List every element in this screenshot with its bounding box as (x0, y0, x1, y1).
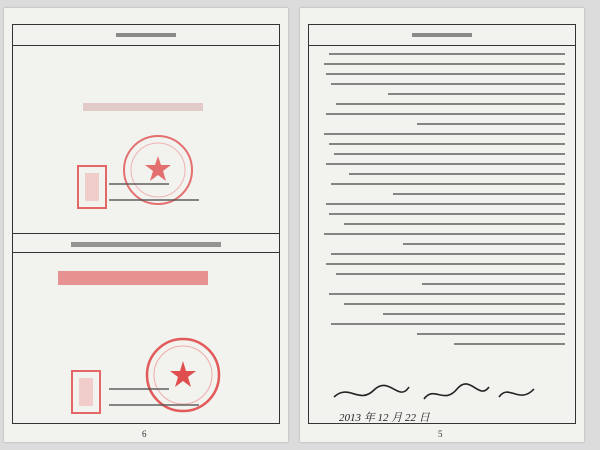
opinion-text-line (319, 301, 565, 307)
host-unit-opinion-header (13, 25, 279, 46)
opinion-text-line (319, 131, 565, 137)
opinion-text-line (319, 261, 565, 267)
opinion-text-line (319, 321, 565, 327)
text-line-mark (344, 223, 565, 225)
opinion-text-line (319, 81, 565, 87)
header-text-mark (412, 30, 472, 40)
opinion-text-line (319, 191, 565, 197)
opinion-text-line (319, 121, 565, 127)
opinion-text-line (319, 331, 565, 337)
text-line-mark (331, 83, 565, 85)
opinion-body-text (319, 51, 565, 351)
text-line-mark (331, 323, 565, 325)
text-line-mark (422, 283, 565, 285)
header-text-mark (116, 30, 176, 40)
opinion-text-line (319, 241, 565, 247)
text-line-mark (329, 213, 565, 215)
text-line-mark (324, 233, 565, 235)
left-bottom-sign-lines (109, 380, 209, 414)
opinion-text-line (319, 91, 565, 97)
red-square-seal-lower (71, 370, 101, 414)
handwritten-opinion-title (71, 237, 221, 253)
opinion-text-line (319, 151, 565, 157)
text-line-mark (331, 183, 565, 185)
opinion-text-line (319, 61, 565, 67)
text-line-mark (403, 243, 565, 245)
opinion-text-line (319, 71, 565, 77)
text-line-mark (326, 263, 565, 265)
opinion-text-line (319, 171, 565, 177)
opinion-text-line (319, 201, 565, 207)
opinion-text-line (319, 111, 565, 117)
text-line-mark (454, 343, 565, 345)
text-line-mark (349, 173, 565, 175)
text-line-mark (329, 293, 565, 295)
opinion-text-line (319, 251, 565, 257)
opinion-text-line (319, 101, 565, 107)
right-page (300, 8, 584, 442)
text-line-mark (383, 313, 565, 315)
opinion-text-line (319, 341, 565, 347)
text-line-mark (331, 253, 565, 255)
red-square-seal (77, 165, 107, 209)
opinion-text-line (319, 51, 565, 57)
text-line-mark (388, 93, 565, 95)
text-line-mark (417, 333, 565, 335)
left-top-sign-lines (109, 175, 209, 209)
opinion-text-line (319, 141, 565, 147)
text-line-mark (417, 123, 565, 125)
text-line-mark (336, 273, 565, 275)
committee-stamp-text-faint (83, 100, 203, 114)
text-line-mark (324, 63, 565, 65)
text-line-mark (334, 153, 565, 155)
opinion-text-line (319, 291, 565, 297)
opinion-text-line (319, 311, 565, 317)
text-line-mark (326, 113, 565, 115)
committee-stamp-text-red (58, 265, 208, 291)
text-line-mark (329, 143, 565, 145)
left-page-frame (12, 24, 280, 424)
opinion-text-line (319, 161, 565, 167)
opinion-text-line (319, 221, 565, 227)
right-page-number: 5 (438, 429, 443, 439)
opinion-text-line (319, 181, 565, 187)
text-line-mark (326, 163, 565, 165)
opinion-text-line (319, 281, 565, 287)
opinion-text-line (319, 271, 565, 277)
text-line-mark (393, 193, 565, 195)
text-line-mark (326, 73, 565, 75)
text-line-mark (329, 53, 565, 55)
text-line-mark (324, 133, 565, 135)
appraisal-opinion-header (309, 25, 575, 46)
right-page-frame (308, 24, 576, 424)
text-line-mark (336, 103, 565, 105)
opinion-text-line (319, 211, 565, 217)
appraisal-date: 2013 年 12 月 22 日 (339, 412, 430, 424)
left-page (4, 8, 288, 442)
left-page-number: 6 (142, 429, 147, 439)
text-line-mark (326, 203, 565, 205)
text-line-mark (344, 303, 565, 305)
opinion-text-line (319, 231, 565, 237)
